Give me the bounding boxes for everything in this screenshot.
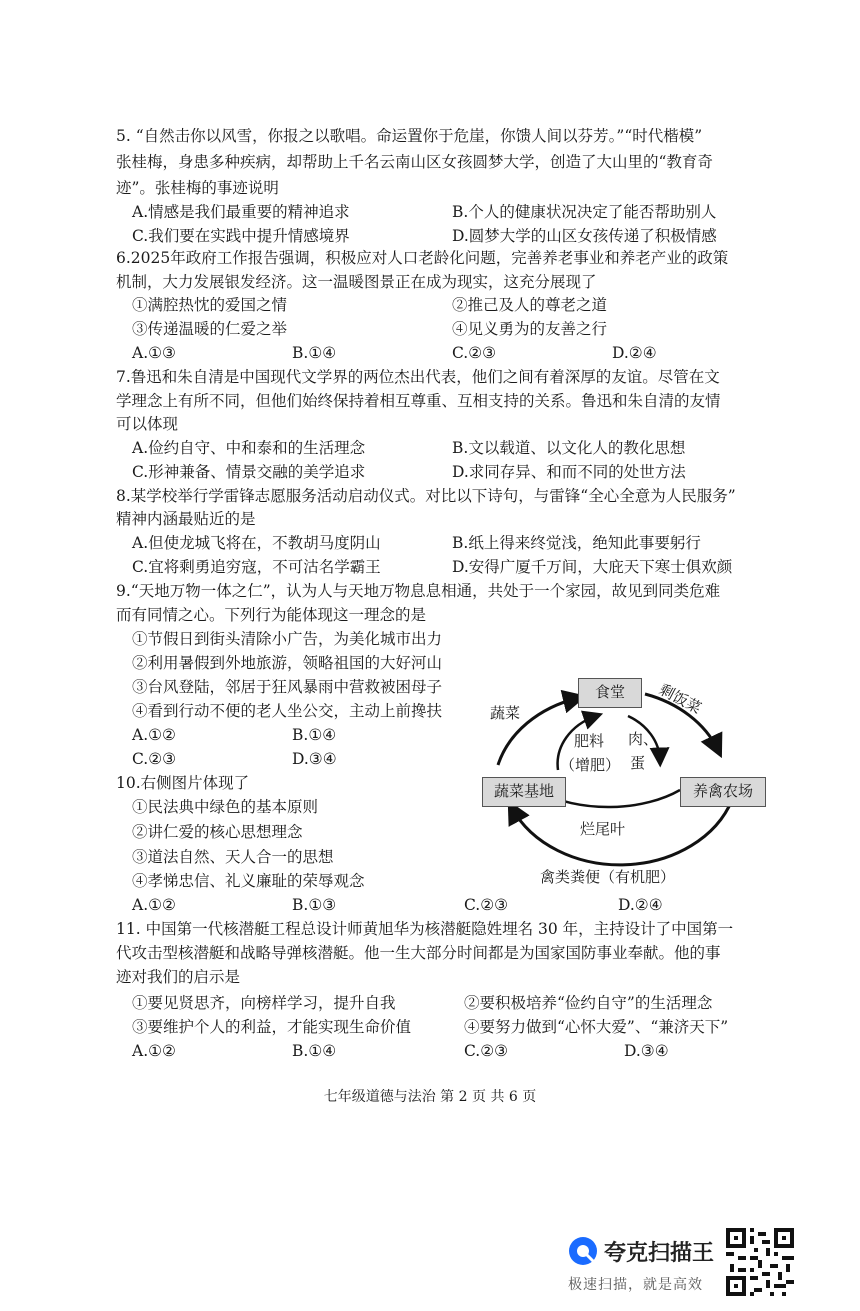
q11-item-4: ④要努力做到“心怀大爱”、“兼济天下” [464, 1018, 729, 1036]
q5-stem-line1: 5. “自然击你以风雪，你报之以歌唱。命运置你于危崖，你馈人间以芬芳。”“时代楷模” [116, 127, 703, 145]
q11-item-1: ①要见贤思齐，向榜样学习，提升自我 [132, 994, 396, 1012]
q7-option-c: C.形神兼备、情景交融的美学追求 [132, 463, 366, 481]
q9-stem-line1: 9.“天地万物一体之仁”，认为人与天地万物息息相通，共处于一个家园，故见到同类危难 [116, 582, 721, 600]
poultry-farm-box: 养禽农场 [680, 777, 766, 807]
q5-option-a: A.情感是我们最重要的精神追求 [132, 203, 350, 221]
q6-stem-line1: 6.2025年政府工作报告强调，积极应对人口老龄化问题，完善养老事业和养老产业的政策 [116, 249, 729, 267]
q7-option-d: D.求同存异、和而不同的处世方法 [452, 463, 686, 481]
q9-item-2: ②利用暑假到外地旅游，领略祖国的大好河山 [132, 654, 443, 672]
label-leftover-food: 剩饭菜 [656, 680, 705, 718]
q10-item-3: ③道法自然、天人合一的思想 [132, 848, 334, 866]
label-fertilizer: 肥料 [574, 732, 605, 750]
q5-stem-line2: 张桂梅，身患多种疾病，却帮助上千名云南山区女孩圆梦大学，创造了大山里的“教育奇 [116, 153, 713, 171]
scanner-branding [568, 1230, 718, 1300]
q9-option-c: C.②③ [132, 750, 177, 768]
q7-stem-line1: 7.鲁迅和朱自清是中国现代文学界的两位杰出代表，他们之间有着深厚的友谊。尽管在文 [116, 368, 720, 386]
q10-item-1: ①民法典中绿色的基本原则 [132, 798, 319, 816]
label-fertilizer-note: （增肥） [560, 756, 621, 774]
q10-option-c: C.②③ [464, 896, 509, 914]
q6-item-1: ①满腔热忱的爱国之情 [132, 296, 288, 314]
q7-stem-line3: 可以体现 [116, 415, 179, 433]
q6-item-4: ④见义勇为的友善之行 [452, 320, 608, 338]
q8-option-d: D.安得广厦千万间，大庇天下寒士俱欢颜 [452, 558, 733, 576]
label-rotten-leaves: 烂尾叶 [580, 820, 626, 838]
qr-code-icon [726, 1228, 794, 1296]
q7-option-b: B.文以载道、以文化人的教化思想 [452, 439, 686, 457]
label-poultry-manure: 禽类粪便（有机肥） [540, 868, 676, 886]
q6-stem-line2: 机制，大力发展银发经济。这一温暖图景正在成为现实，这充分展现了 [116, 273, 597, 291]
q6-item-2: ②推己及人的尊老之道 [452, 296, 608, 314]
q6-option-b: B.①④ [292, 344, 337, 362]
q7-stem-line2: 学理念上有所不同，但他们始终保持着相互尊重、互相支持的关系。鲁迅和朱自清的友情 [116, 392, 721, 410]
q6-option-c: C.②③ [452, 344, 497, 362]
q9-option-d: D.③④ [292, 750, 337, 768]
q11-option-a: A.①② [132, 1042, 176, 1060]
q5-option-b: B.个人的健康状况决定了能否帮助别人 [452, 203, 717, 221]
page-footer: 七年级道德与法治 第 2 页 共 6 页 [323, 1089, 537, 1105]
q8-option-b: B.纸上得来终觉浅，绝知此事要躬行 [452, 534, 701, 552]
q7-option-a: A.俭约自守、中和泰和的生活理念 [132, 439, 366, 457]
q6-option-d: D.②④ [612, 344, 657, 362]
q11-stem-line2: 代攻击型核潜艇和战略导弹核潜艇。他一生大部分时间都是为国家国防事业奉献。他的事 [116, 944, 721, 962]
q8-stem-line1: 8.某学校举行学雷锋志愿服务活动启动仪式。对比以下诗句，与雷锋“全心全意为人民服务” [116, 487, 736, 505]
q5-stem-line3: 迹”。张桂梅的事迹说明 [116, 179, 279, 197]
q9-item-3: ③台风登陆，邻居于狂风暴雨中营救被困母子 [132, 678, 443, 696]
q11-item-3: ③要维护个人的利益，才能实现生命价值 [132, 1018, 412, 1036]
q8-stem-line2: 精神内涵最贴近的是 [116, 510, 256, 528]
q11-option-b: B.①④ [292, 1042, 337, 1060]
q9-item-1: ①节假日到街头清除小广告，为美化城市出力 [132, 630, 443, 648]
q8-option-c: C.宜将剩勇追穷寇，不可沽名学霸王 [132, 558, 381, 576]
q9-item-4: ④看到行动不便的老人坐公交，主动上前搀扶 [132, 702, 443, 720]
q11-option-c: C.②③ [464, 1042, 509, 1060]
q11-item-2: ②要积极培养“俭约自守”的生活理念 [464, 994, 713, 1012]
q9-stem-line2: 而有同情之心。下列行为能体现这一理念的是 [116, 606, 427, 624]
q11-stem-line1: 11. 中国第一代核潜艇工程总设计师黄旭华为核潜艇隐姓埋名 30 年，主持设计了中国第一 [116, 920, 734, 938]
q11-option-d: D.③④ [624, 1042, 669, 1060]
q10-item-2: ②讲仁爱的核心思想理念 [132, 823, 303, 841]
canteen-box: 食堂 [578, 678, 642, 708]
q8-option-a: A.但使龙城飞将在，不教胡马度阴山 [132, 534, 381, 552]
q10-stem-line1: 10.右侧图片体现了 [116, 774, 250, 792]
q10-item-4: ④孝悌忠信、礼义廉耻的荣辱观念 [132, 872, 365, 890]
label-meat: 肉、 [628, 730, 659, 748]
q10-option-b: B.①③ [292, 896, 337, 914]
q6-option-a: A.①③ [132, 344, 176, 362]
q10-option-d: D.②④ [618, 896, 663, 914]
brand-name: 夸克扫描王 [604, 1241, 715, 1266]
quark-logo-icon [568, 1236, 598, 1266]
vegetable-base-box: 蔬菜基地 [482, 777, 566, 807]
eco-cycle-diagram [470, 670, 770, 900]
label-eggs: 蛋 [630, 754, 646, 772]
q10-option-a: A.①② [132, 896, 176, 914]
q5-option-c: C.我们要在实践中提升情感境界 [132, 227, 350, 245]
q11-stem-line3: 迹对我们的启示是 [116, 968, 241, 986]
q5-option-d: D.圆梦大学的山区女孩传递了积极情感 [452, 227, 717, 245]
label-vegetables: 蔬菜 [490, 704, 521, 722]
q9-option-a: A.①② [132, 726, 176, 744]
q6-item-3: ③传递温暖的仁爱之举 [132, 320, 288, 338]
q9-option-b: B.①④ [292, 726, 337, 744]
brand-slogan: 极速扫描，就是高效 [568, 1277, 703, 1293]
